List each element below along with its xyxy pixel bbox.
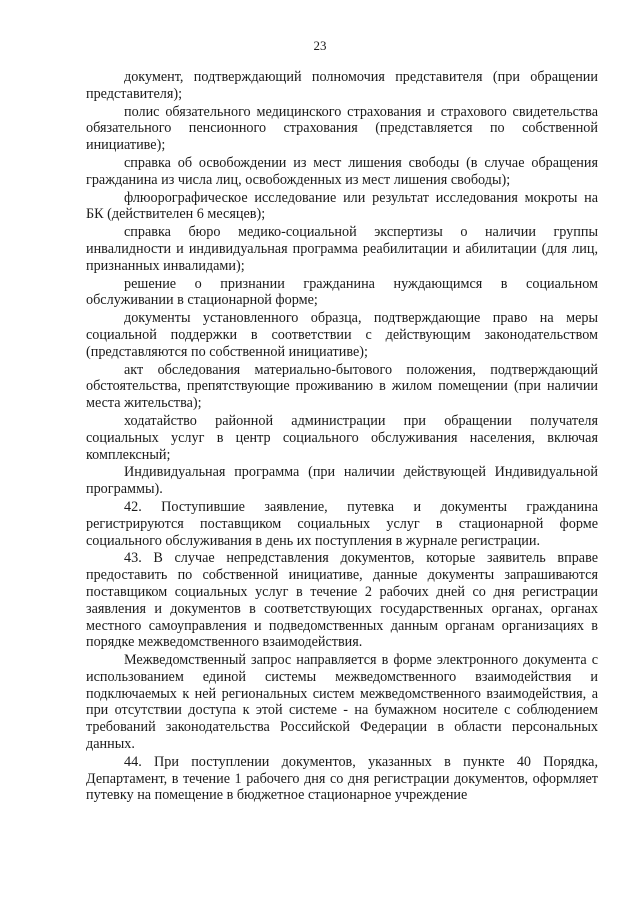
paragraph-5: справка бюро медико-социальной экспертизы о наличии группы инвалидности и индивидуальная программа реабилитации и абилитации (для лиц, признанных инвалидами); — [86, 224, 598, 274]
paragraph-12: 43. В случае непредставления документов, которые заявитель вправе предоставить по собственной инициативе, данные документы запрашиваются поставщиком социальных услуг в течение 2 рабочих дней со дня регистрации заявления и документов в соответствующих государственных органах, органах местного самоуправления и подведомственных данным органам организациях в порядке межведомственного взаимодействия. — [86, 550, 598, 651]
paragraph-1: документ, подтверждающий полномочия представителя (при обращении представителя); — [86, 69, 598, 102]
paragraph-10: Индивидуальная программа (при наличии действующей Индивидуальной программы). — [86, 464, 598, 498]
page-number: 23 — [313, 38, 327, 53]
paragraph-2: полис обязательного медицинского страхования и страхового свидетельства обязательного пенсионного страхования (представляется по собственной инициативе); — [86, 103, 598, 154]
paragraph-8: акт обследования материально-бытового положения, подтверждающий обстоятельства, препятствующие проживанию в жилом помещении (при наличии места жительства); — [86, 361, 598, 412]
paragraph-11: 42. Поступившие заявление, путевка и документы гражданина регистрируются поставщиком социальных услуг в стационарной форме социального обслуживания в день их поступления в журнале регистрации. — [86, 498, 598, 549]
paragraph-9: ходатайство районной администрации при обращении получателя социальных услуг в центр социального обслуживания населения, включая комплексный; — [86, 412, 598, 463]
paragraph-3: справка об освобождении из мест лишения свободы (в случае обращения гражданина из числа лиц, освобожденных из мест лишения свободы); — [86, 154, 598, 188]
paragraph-6: решение о признании гражданина нуждающимся в социальном обслуживании в стационарной форме; — [86, 275, 598, 309]
paragraph-14: 44. При поступлении документов, указанных в пункте 40 Порядка, Департамент, в течение 1 рабочего дня со дня регистрации документов, оформляет путевку на помещение в бюджетное стационарное учреждение — [86, 753, 598, 804]
document-body — [86, 69, 598, 804]
paragraph-13: Межведомственный запрос направляется в форме электронного документа с использованием единой системы межведомственного взаимодействия и подключаемых к ней региональных систем межведомственного взаимодействия, а при отсутствии доступа к этой системе - на бумажном носителе с соблюдением требований законодательства Российской Федерации в области персональных данных. — [86, 652, 598, 753]
paragraph-7: документы установленного образца, подтверждающие право на меры социальной поддержки в соответствии с действующим законодательством (представляются по собственной инициативе); — [86, 310, 598, 360]
paragraph-4: флюорографическое исследование или результат исследования мокроты на БК (действителен 6 месяцев); — [86, 189, 598, 223]
